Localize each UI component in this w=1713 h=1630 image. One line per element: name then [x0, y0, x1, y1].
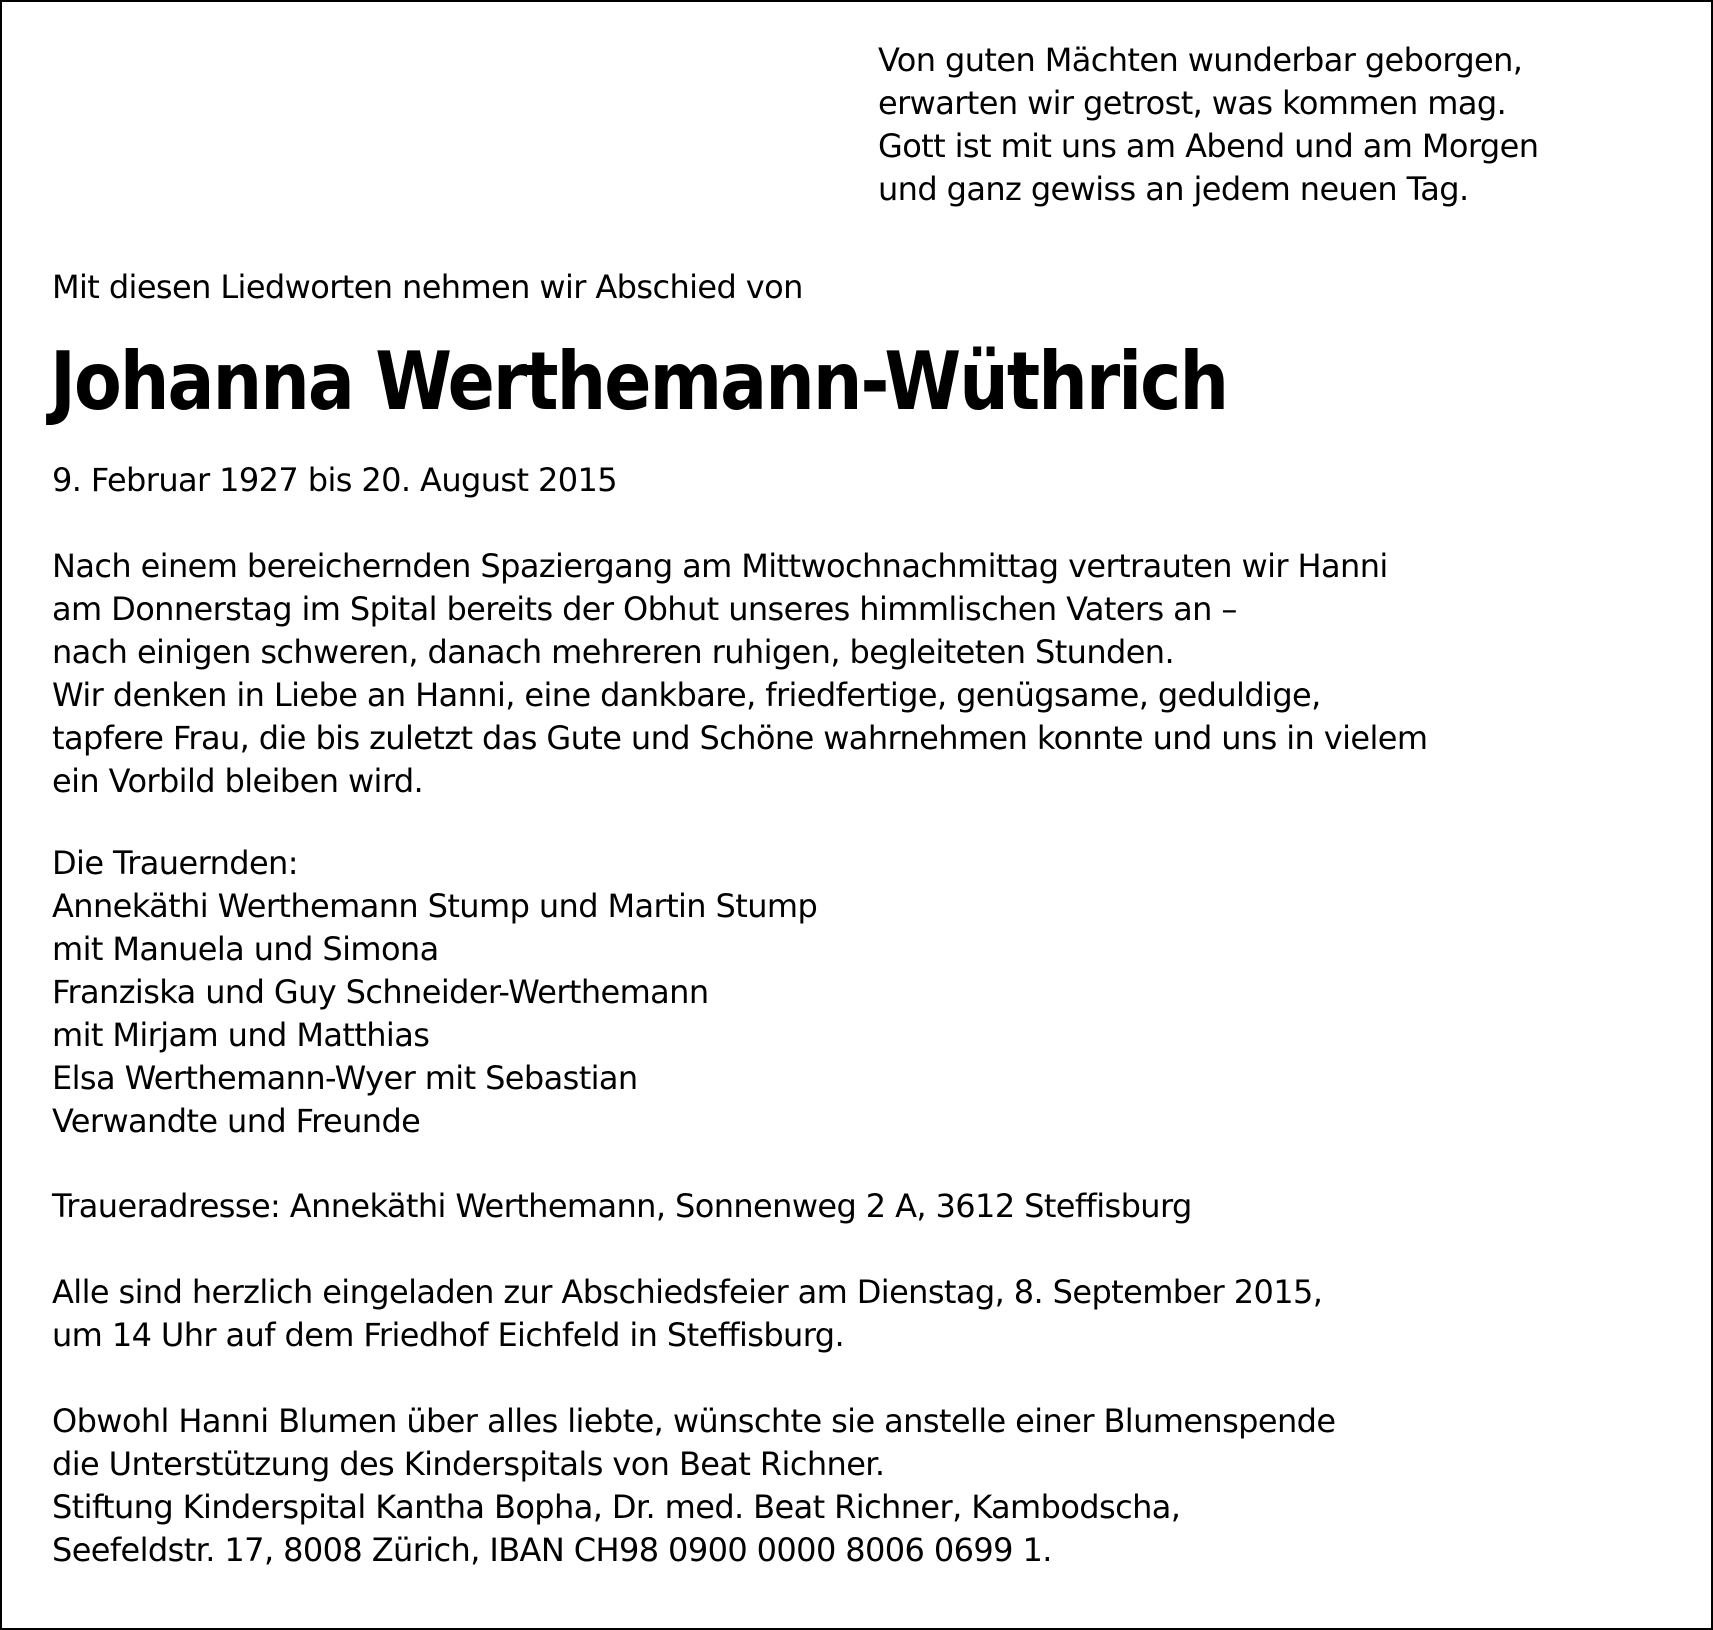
- motto-line: Von guten Mächten wunderbar geborgen,: [878, 41, 1523, 79]
- motto-verse: [878, 39, 1538, 211]
- motto-line: erwarten wir getrost, was kommen mag.: [878, 84, 1507, 122]
- body-line: nach einigen schweren, danach mehreren ruhigen, begleiteten Stunden.: [52, 633, 1175, 671]
- deceased-name: Johanna Werthemann-Wüthrich: [50, 335, 1228, 428]
- body-line: am Donnerstag im Spital bereits der Obhut unseres himmlischen Vaters an –: [52, 590, 1237, 628]
- mourner-line: Verwandte und Freunde: [52, 1102, 421, 1140]
- body-paragraph: [52, 545, 1427, 803]
- mourner-line: Franziska und Guy Schneider-Werthemann: [52, 973, 709, 1011]
- motto-line: Gott ist mit uns am Abend und am Morgen: [878, 127, 1539, 165]
- donation-line: die Unterstützung des Kinderspitals von Beat Richner.: [52, 1445, 885, 1483]
- donation-line: Seefeldstr. 17, 8008 Zürich, IBAN CH98 0900 0000 8006 0699 1.: [52, 1531, 1052, 1569]
- motto-line: und ganz gewiss an jedem neuen Tag.: [878, 170, 1469, 208]
- body-line: ein Vorbild bleiben wird.: [52, 762, 424, 800]
- body-line: Nach einem bereichernden Spaziergang am Mittwochnachmittag vertrauten wir Hanni: [52, 547, 1388, 585]
- mourning-address: Traueradresse: Annekäthi Werthemann, Sonnenweg 2 A, 3612 Steffisburg: [52, 1187, 1192, 1225]
- mourner-line: Annekäthi Werthemann Stump und Martin Stump: [52, 887, 818, 925]
- donation-note: [52, 1400, 1335, 1572]
- body-line: tapfere Frau, die bis zuletzt das Gute und Schöne wahrnehmen konnte und uns in vielem: [52, 719, 1428, 757]
- intro-line: Mit diesen Liedworten nehmen wir Abschied von: [52, 268, 803, 306]
- invitation-line: Alle sind herzlich eingeladen zur Abschiedsfeier am Dienstag, 8. September 2015,: [52, 1273, 1323, 1311]
- mourners-list: [52, 842, 817, 1143]
- donation-line: Stiftung Kinderspital Kantha Bopha, Dr. med. Beat Richner, Kambodscha,: [52, 1488, 1181, 1526]
- invitation-line: um 14 Uhr auf dem Friedhof Eichfeld in Steffisburg.: [52, 1316, 845, 1354]
- mourners-heading: Die Trauernden:: [52, 844, 298, 882]
- mourner-line: mit Manuela und Simona: [52, 930, 439, 968]
- mourner-line: Elsa Werthemann-Wyer mit Sebastian: [52, 1059, 638, 1097]
- farewell-invitation: [52, 1271, 1322, 1357]
- donation-line: Obwohl Hanni Blumen über alles liebte, wünschte sie anstelle einer Blumenspende: [52, 1402, 1336, 1440]
- life-dates: 9. Februar 1927 bis 20. August 2015: [52, 461, 618, 499]
- mourner-line: mit Mirjam und Matthias: [52, 1016, 430, 1054]
- body-line: Wir denken in Liebe an Hanni, eine dankbare, friedfertige, genügsame, geduldige,: [52, 676, 1321, 714]
